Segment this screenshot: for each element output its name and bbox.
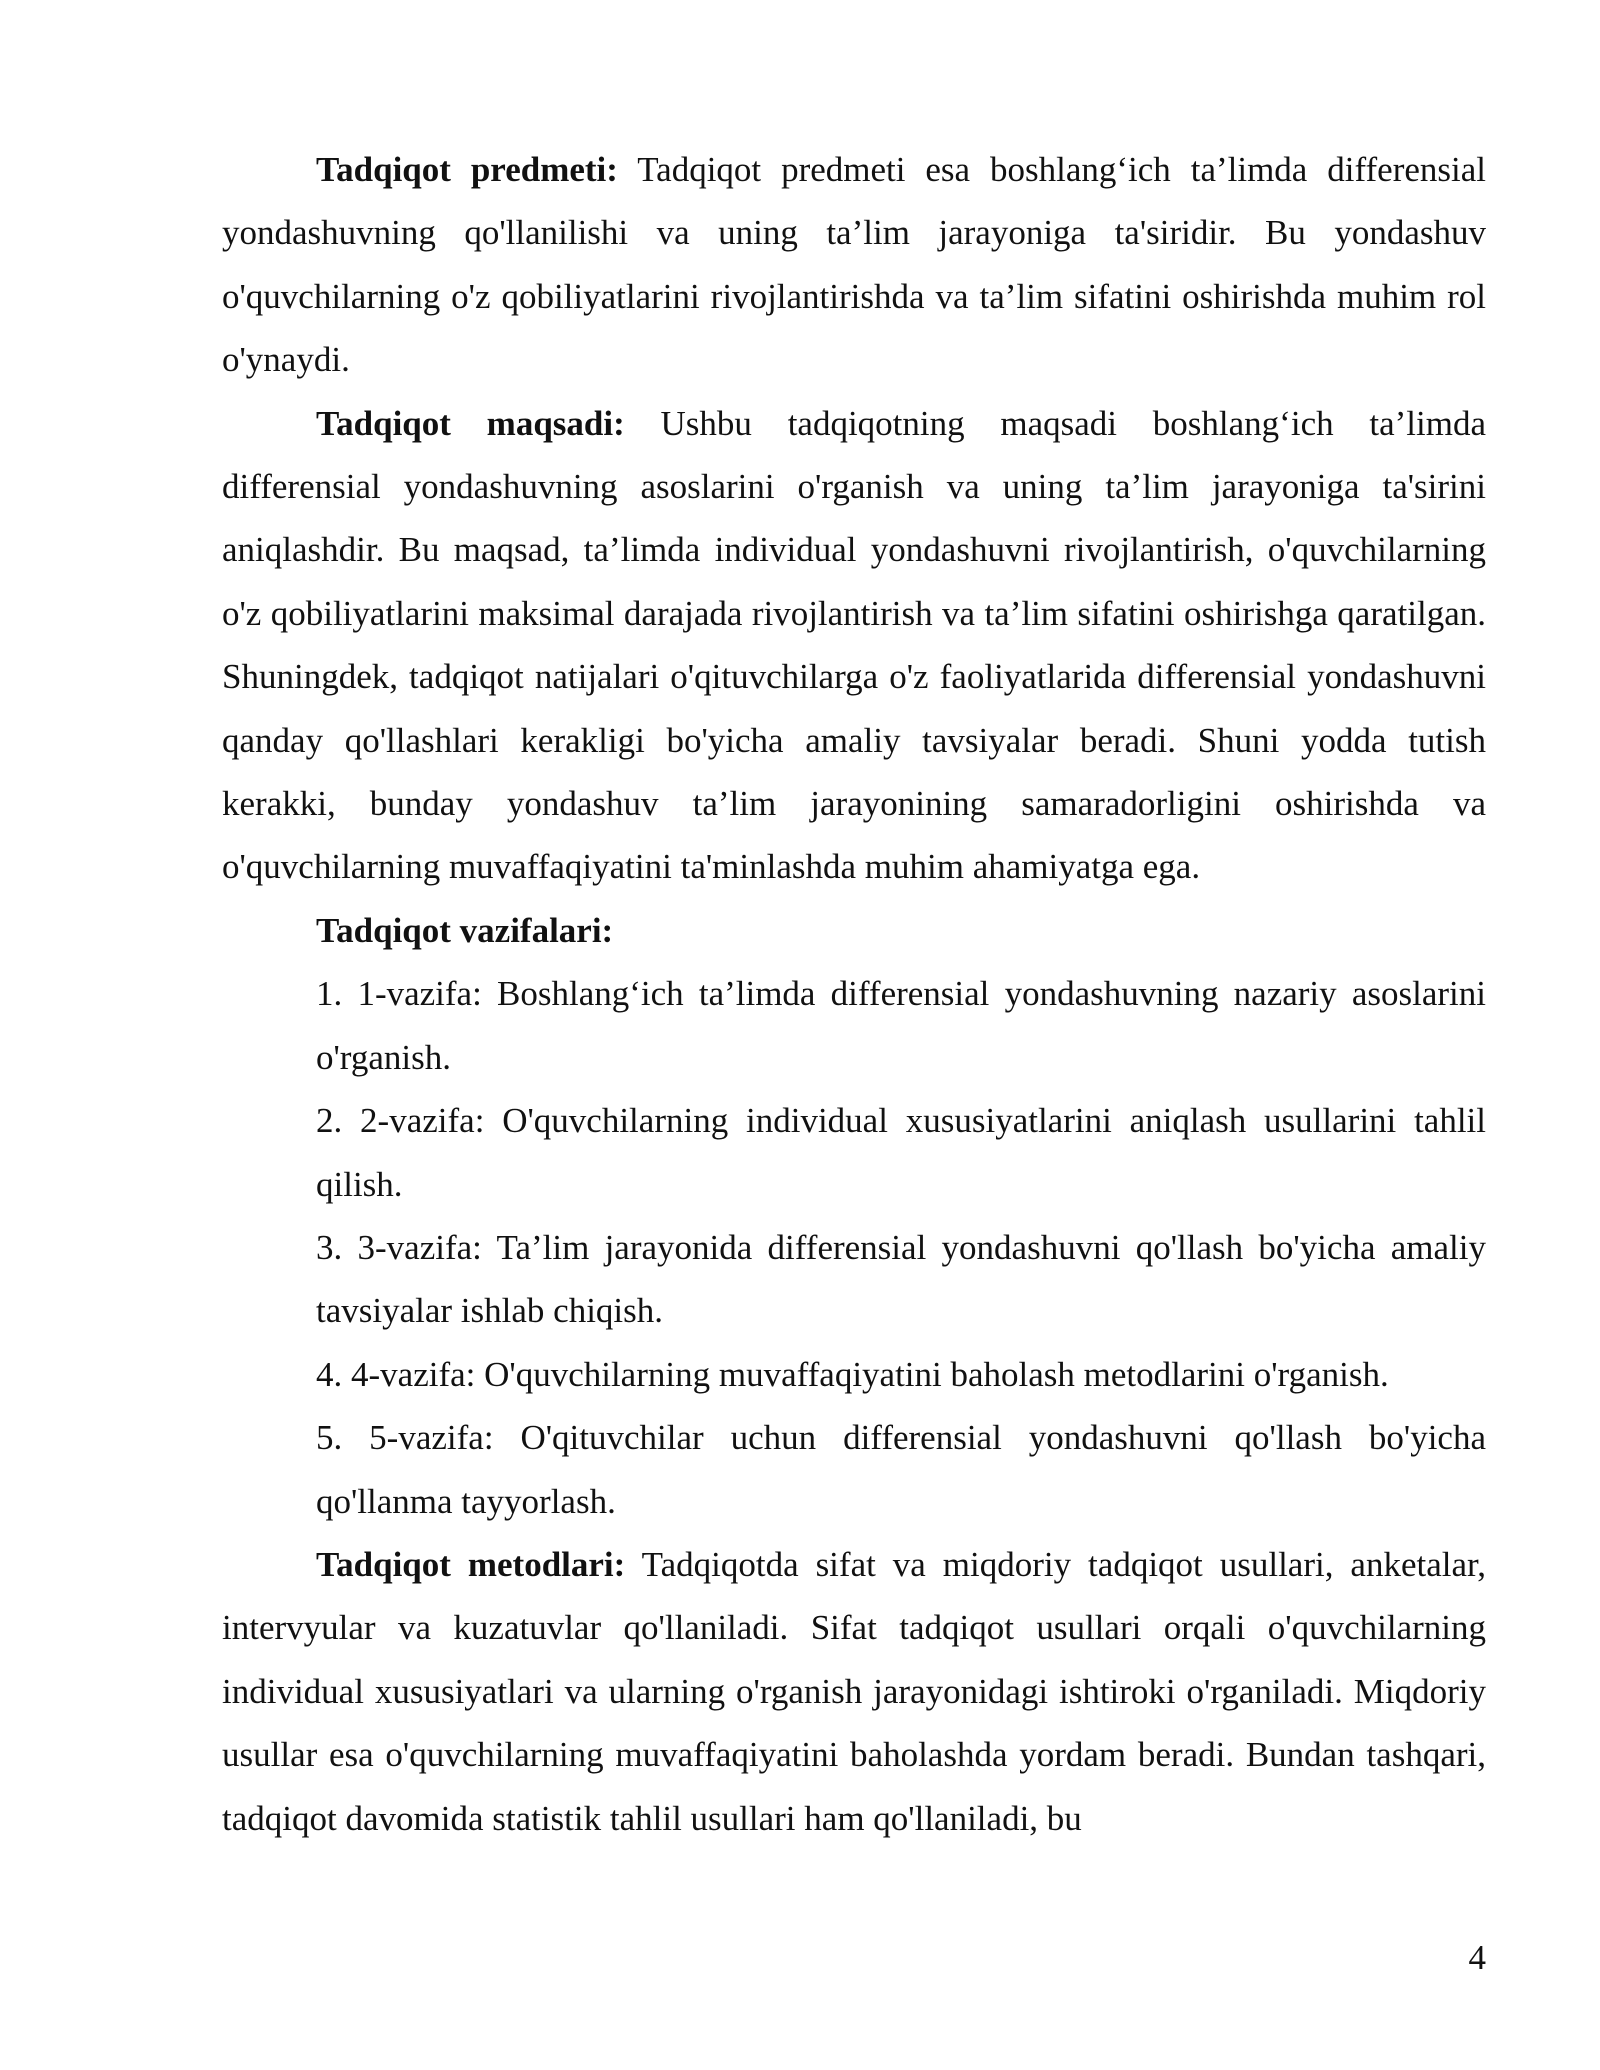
task-item-5: 5. 5-vazifa: O'qituvchilar uchun differensial yondashuvni qo'llash bo'yicha qo'llanma tayyorlash.	[316, 1418, 1486, 1521]
text-maqsadi: Ushbu tadqiqotning maqsadi boshlang‘ich ta’limda differensial yondashuvning asoslarini o'rganish va uning ta’lim jarayoniga ta'sirini aniqlashdir. Bu maqsad, ta’limda individual yondashuvni rivojlantirish, o'quvchilarning o'z qobiliyatlarini maksimal darajada rivojlantirish va ta’lim sifatini oshirishga qaratilgan. Shuningdek, tadqiqot natijalari o'qituvchilarga o'z faoliyatlarida differensial yondashuvni qanday qo'llashlari kerakligi bo'yicha amaliy tavsiyalar beradi. Shuni yodda tutish kerakki, bunday yondashuv ta’lim jarayonining samaradorligini oshirishda va o'quvchilarning muvaffaqiyatini ta'minlashda muhim ahamiyatga ega.	[222, 403, 1486, 887]
text-metodlari: Tadqiqotda sifat va miqdoriy tadqiqot usullari, anketalar, intervyular va kuzatuvlar qo'llaniladi. Sifat tadqiqot usullari orqali o'quvchilarning individual xususiyatlari va ularning o'rganish jarayonidagi ishtiroki o'rganiladi. Miqdoriy usullar esa o'quvchilarning muvaffaqiyatini baholashda yordam beradi. Bundan tashqari, tadqiqot davomida statistik tahlil usullari ham qo'llaniladi, bu	[222, 1544, 1486, 1838]
heading-metodlari: Tadqiqot metodlari:	[316, 1544, 626, 1584]
paragraph-predmeti	[222, 138, 1486, 392]
page-number: 4	[1468, 1938, 1486, 1977]
task-item-3: 3. 3-vazifa: Ta’lim jarayonida differensial yondashuvni qo'llash bo'yicha amaliy tavsiyalar ishlab chiqish.	[316, 1227, 1486, 1331]
text-predmeti: Tadqiqot predmeti esa boshlang‘ich ta’limda differensial yondashuvning qo'llanilishi va uning ta’lim jarayoniga ta'siridir. Bu yondashuv o'quvchilarning o'z qobiliyatlarini rivojlantirishda va ta’lim sifatini oshirishda muhim rol o'ynaydi.	[222, 150, 1487, 380]
heading-predmeti: Tadqiqot predmeti:	[316, 150, 618, 189]
paragraph-maqsadi	[222, 392, 1486, 899]
heading-vazifalari: Tadqiqot vazifalari:	[316, 910, 614, 950]
paragraph-metodlari	[222, 1533, 1486, 1850]
heading-vazifalari-paragraph	[222, 899, 1486, 962]
heading-maqsadi: Tadqiqot maqsadi:	[316, 403, 625, 443]
task-item-4: 4. 4-vazifa: O'quvchilarning muvaffaqiyatini baholash metodlarini o'rganish.	[316, 1354, 1389, 1394]
task-item-2: 2. 2-vazifa: O'quvchilarning individual xususiyatlarini aniqlash usullarini tahlil qilish.	[316, 1101, 1486, 1204]
task-item-1: 1. 1-vazifa: Boshlang‘ich ta’limda differensial yondashuvning nazariy asoslarini o'rganish.	[316, 974, 1486, 1077]
document-page	[222, 138, 1486, 1850]
